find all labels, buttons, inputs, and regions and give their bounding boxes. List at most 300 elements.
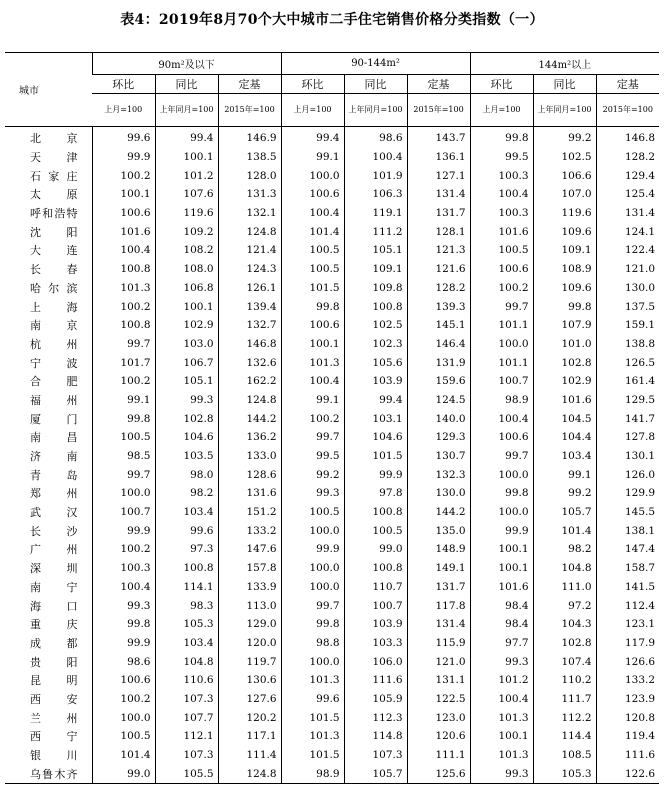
index-value: 112.2 — [533, 708, 596, 727]
index-value: 101.5 — [281, 279, 344, 298]
index-value: 111.4 — [218, 746, 281, 765]
index-value: 129.3 — [407, 428, 470, 447]
table-row — [5, 222, 659, 241]
index-value: 121.0 — [407, 652, 470, 671]
index-value: 103.4 — [533, 447, 596, 466]
index-value: 101.4 — [281, 222, 344, 241]
index-value: 120.8 — [596, 708, 659, 727]
subheader-mom: 环比 — [281, 75, 344, 94]
city-column-header: 城市 — [5, 53, 92, 127]
index-value: 161.4 — [596, 372, 659, 391]
city-name: 哈尔滨 — [30, 281, 78, 295]
index-value: 109.2 — [155, 222, 218, 241]
index-value: 100.8 — [344, 297, 407, 316]
index-value: 105.7 — [344, 764, 407, 783]
index-value: 132.1 — [218, 204, 281, 223]
index-value: 101.3 — [470, 746, 533, 765]
index-value: 136.1 — [407, 148, 470, 167]
index-value: 100.4 — [281, 204, 344, 223]
city-name: 上海 — [30, 300, 78, 314]
index-value: 100.0 — [92, 484, 155, 503]
table-row — [5, 690, 659, 709]
index-value: 99.7 — [281, 428, 344, 447]
index-value: 100.6 — [281, 185, 344, 204]
table-row — [5, 260, 659, 279]
index-value: 137.5 — [596, 297, 659, 316]
index-value: 105.3 — [155, 615, 218, 634]
index-value: 104.4 — [533, 428, 596, 447]
index-value: 119.7 — [218, 652, 281, 671]
index-value: 99.1 — [533, 465, 596, 484]
table-row — [5, 316, 659, 335]
index-value: 100.1 — [155, 297, 218, 316]
index-value: 109.6 — [533, 279, 596, 298]
subheader-fixed: 定基 — [407, 75, 470, 94]
base-label-mom: 上月=100 — [470, 94, 533, 127]
table-title: 表4：2019年8月70个大中城市二手住宅销售价格分类指数（一） — [120, 12, 544, 28]
index-value: 100.7 — [92, 503, 155, 522]
table-row — [5, 241, 659, 260]
index-value: 101.3 — [92, 279, 155, 298]
table-row — [5, 578, 659, 597]
index-value: 100.0 — [470, 335, 533, 354]
index-value: 100.6 — [92, 671, 155, 690]
index-value: 146.9 — [218, 127, 281, 148]
index-value: 100.8 — [344, 503, 407, 522]
city-name: 天津 — [30, 151, 78, 165]
city-name: 长沙 — [30, 524, 78, 538]
index-value: 102.9 — [155, 316, 218, 335]
index-value: 99.1 — [92, 391, 155, 410]
city-name: 北京 — [30, 132, 78, 146]
index-value: 99.9 — [92, 148, 155, 167]
subheader-mom: 环比 — [470, 75, 533, 94]
index-value: 100.6 — [92, 204, 155, 223]
index-value: 114.4 — [533, 727, 596, 746]
table-row — [5, 727, 659, 746]
table-row — [5, 353, 659, 372]
index-value: 119.6 — [155, 204, 218, 223]
index-value: 103.5 — [155, 447, 218, 466]
index-value: 147.4 — [596, 540, 659, 559]
index-value: 131.7 — [407, 204, 470, 223]
index-value: 120.0 — [218, 634, 281, 653]
city-name: 呼和浩特 — [30, 207, 78, 221]
subheader-yoy: 同比 — [344, 75, 407, 94]
index-value: 98.2 — [155, 484, 218, 503]
index-value: 100.0 — [470, 465, 533, 484]
city-name: 贵阳 — [30, 655, 78, 669]
index-value: 98.6 — [92, 652, 155, 671]
index-value: 102.8 — [533, 634, 596, 653]
index-value: 99.1 — [281, 148, 344, 167]
index-value: 99.3 — [281, 484, 344, 503]
index-value: 100.6 — [470, 260, 533, 279]
city-name: 杭州 — [30, 337, 78, 351]
index-value: 149.1 — [407, 559, 470, 578]
city-name: 西安 — [30, 692, 78, 706]
table-row — [5, 671, 659, 690]
index-value: 100.2 — [281, 409, 344, 428]
table-row — [5, 148, 659, 167]
index-value: 100.2 — [92, 690, 155, 709]
index-value: 101.1 — [470, 353, 533, 372]
index-value: 131.4 — [407, 615, 470, 634]
index-value: 101.5 — [344, 447, 407, 466]
index-value: 102.9 — [533, 372, 596, 391]
city-name: 宁波 — [30, 356, 78, 370]
index-value: 100.8 — [92, 316, 155, 335]
index-value: 122.6 — [596, 764, 659, 783]
index-value: 123.1 — [596, 615, 659, 634]
index-value: 98.5 — [92, 447, 155, 466]
index-value: 112.1 — [155, 727, 218, 746]
index-value: 148.9 — [407, 540, 470, 559]
index-value: 139.4 — [218, 297, 281, 316]
index-value: 101.7 — [92, 353, 155, 372]
table-row — [5, 428, 659, 447]
index-value: 99.3 — [155, 391, 218, 410]
index-value: 114.8 — [344, 727, 407, 746]
index-value: 133.0 — [218, 447, 281, 466]
index-value: 100.4 — [470, 409, 533, 428]
index-value: 100.5 — [281, 241, 344, 260]
index-value: 111.6 — [596, 746, 659, 765]
index-value: 147.6 — [218, 540, 281, 559]
table-row — [5, 391, 659, 410]
index-value: 101.6 — [470, 222, 533, 241]
index-value: 131.1 — [407, 671, 470, 690]
index-value: 101.4 — [533, 521, 596, 540]
index-value: 124.8 — [218, 222, 281, 241]
index-value: 126.5 — [596, 353, 659, 372]
index-value: 120.6 — [407, 727, 470, 746]
index-value: 124.8 — [218, 391, 281, 410]
table-row — [5, 279, 659, 298]
index-value: 130.0 — [596, 279, 659, 298]
index-value: 113.0 — [218, 596, 281, 615]
city-name: 乌鲁木齐 — [30, 767, 78, 781]
table-row — [5, 634, 659, 653]
index-value: 107.4 — [533, 652, 596, 671]
index-value: 122.5 — [407, 690, 470, 709]
index-value: 101.6 — [92, 222, 155, 241]
index-value: 103.4 — [155, 634, 218, 653]
city-name: 沈阳 — [30, 225, 78, 239]
index-value: 158.7 — [596, 559, 659, 578]
index-value: 101.6 — [533, 391, 596, 410]
index-value: 129.5 — [596, 391, 659, 410]
index-value: 100.7 — [470, 372, 533, 391]
index-value: 104.8 — [155, 652, 218, 671]
index-value: 98.6 — [344, 127, 407, 148]
index-value: 143.7 — [407, 127, 470, 148]
index-value: 100.0 — [281, 559, 344, 578]
index-value: 100.4 — [344, 148, 407, 167]
base-label-mom: 上月=100 — [281, 94, 344, 127]
index-value: 101.9 — [344, 166, 407, 185]
index-value: 99.9 — [92, 634, 155, 653]
index-value: 102.8 — [533, 353, 596, 372]
index-value: 100.8 — [92, 260, 155, 279]
index-value: 130.0 — [407, 484, 470, 503]
table-row — [5, 166, 659, 185]
index-value: 109.8 — [344, 279, 407, 298]
index-value: 99.8 — [281, 615, 344, 634]
table-row — [5, 708, 659, 727]
base-label-yoy: 上年同月=100 — [533, 94, 596, 127]
index-value: 100.5 — [92, 428, 155, 447]
index-value: 101.2 — [470, 671, 533, 690]
index-value: 107.7 — [155, 708, 218, 727]
index-value: 104.5 — [533, 409, 596, 428]
index-value: 102.8 — [155, 409, 218, 428]
index-value: 145.1 — [407, 316, 470, 335]
index-value: 112.4 — [596, 596, 659, 615]
index-value: 105.1 — [344, 241, 407, 260]
index-value: 100.6 — [470, 428, 533, 447]
table-row — [5, 409, 659, 428]
index-value: 132.3 — [407, 465, 470, 484]
index-value: 100.2 — [92, 540, 155, 559]
index-value: 100.5 — [92, 727, 155, 746]
index-value: 105.6 — [344, 353, 407, 372]
index-value: 111.1 — [407, 746, 470, 765]
index-value: 100.2 — [470, 279, 533, 298]
table-row — [5, 540, 659, 559]
table-row — [5, 335, 659, 354]
index-value: 100.2 — [92, 297, 155, 316]
table-row — [5, 447, 659, 466]
index-value: 119.1 — [344, 204, 407, 223]
index-value: 128.0 — [218, 166, 281, 185]
index-value: 129.4 — [596, 166, 659, 185]
index-value: 106.0 — [344, 652, 407, 671]
city-name: 南宁 — [30, 580, 78, 594]
index-value: 132.7 — [218, 316, 281, 335]
index-value: 100.3 — [470, 166, 533, 185]
city-name: 深圳 — [30, 562, 78, 576]
index-value: 133.9 — [218, 578, 281, 597]
index-value: 99.2 — [533, 127, 596, 148]
index-value: 102.5 — [344, 316, 407, 335]
city-name: 厦门 — [30, 412, 78, 426]
index-value: 98.3 — [155, 596, 218, 615]
index-value: 115.9 — [407, 634, 470, 653]
subheader-fixed: 定基 — [218, 75, 281, 94]
index-value: 138.8 — [596, 335, 659, 354]
index-value: 99.1 — [281, 391, 344, 410]
index-value: 98.2 — [533, 540, 596, 559]
index-value: 98.9 — [470, 391, 533, 410]
index-value: 133.2 — [218, 521, 281, 540]
index-value: 97.3 — [155, 540, 218, 559]
city-name: 西宁 — [30, 730, 78, 744]
index-value: 110.6 — [155, 671, 218, 690]
city-name: 昆明 — [30, 674, 78, 688]
city-name: 福州 — [30, 393, 78, 407]
subheader-fixed: 定基 — [596, 75, 659, 94]
index-value: 146.8 — [596, 127, 659, 148]
index-value: 100.5 — [470, 241, 533, 260]
table-row — [5, 503, 659, 522]
index-value: 121.3 — [407, 241, 470, 260]
base-label-mom: 上月=100 — [92, 94, 155, 127]
index-value: 100.4 — [470, 185, 533, 204]
index-value: 102.5 — [533, 148, 596, 167]
index-value: 107.0 — [533, 185, 596, 204]
index-value: 123.0 — [407, 708, 470, 727]
index-value: 110.7 — [344, 578, 407, 597]
index-value: 130.1 — [596, 447, 659, 466]
table-row — [5, 596, 659, 615]
index-value: 124.3 — [218, 260, 281, 279]
index-value: 103.9 — [344, 372, 407, 391]
table-row — [5, 465, 659, 484]
table-row — [5, 484, 659, 503]
index-value: 138.5 — [218, 148, 281, 167]
index-value: 127.6 — [218, 690, 281, 709]
index-value: 106.8 — [155, 279, 218, 298]
index-value: 101.6 — [470, 578, 533, 597]
table-row — [5, 764, 659, 783]
index-value: 100.1 — [92, 185, 155, 204]
index-value: 101.3 — [470, 708, 533, 727]
index-value: 129.0 — [218, 615, 281, 634]
index-value: 101.1 — [470, 316, 533, 335]
city-name: 长春 — [30, 263, 78, 277]
index-value: 131.6 — [218, 484, 281, 503]
index-value: 101.3 — [281, 353, 344, 372]
index-value: 99.3 — [92, 596, 155, 615]
city-name: 银川 — [30, 749, 78, 763]
index-value: 99.4 — [344, 391, 407, 410]
index-value: 114.1 — [155, 578, 218, 597]
city-name: 合肥 — [30, 375, 78, 389]
index-value: 103.9 — [344, 615, 407, 634]
index-value: 99.7 — [470, 297, 533, 316]
index-value: 128.1 — [407, 222, 470, 241]
index-value: 117.9 — [596, 634, 659, 653]
index-value: 122.4 — [596, 241, 659, 260]
index-value: 126.0 — [596, 465, 659, 484]
index-value: 99.2 — [533, 484, 596, 503]
index-value: 100.5 — [281, 503, 344, 522]
table-row — [5, 127, 659, 148]
index-value: 126.1 — [218, 279, 281, 298]
index-value: 99.3 — [470, 764, 533, 783]
city-name: 石家庄 — [30, 169, 78, 183]
index-value: 107.9 — [533, 316, 596, 335]
index-value: 126.6 — [596, 652, 659, 671]
group-header-small: 90m²及以下 — [92, 53, 281, 75]
index-value: 141.7 — [596, 409, 659, 428]
base-label-fixed: 2015年=100 — [596, 94, 659, 127]
index-value: 98.0 — [155, 465, 218, 484]
index-value: 139.3 — [407, 297, 470, 316]
index-value: 100.0 — [281, 166, 344, 185]
index-value: 103.1 — [344, 409, 407, 428]
city-name: 海口 — [30, 599, 78, 613]
city-name: 郑州 — [30, 487, 78, 501]
index-value: 100.3 — [470, 204, 533, 223]
index-value: 103.0 — [155, 335, 218, 354]
index-value: 100.1 — [470, 540, 533, 559]
index-value: 99.8 — [92, 615, 155, 634]
index-value: 162.2 — [218, 372, 281, 391]
index-value: 100.5 — [344, 521, 407, 540]
index-value: 98.9 — [281, 764, 344, 783]
index-value: 99.8 — [533, 297, 596, 316]
table-row — [5, 559, 659, 578]
index-value: 105.7 — [533, 503, 596, 522]
price-index-table — [5, 52, 659, 784]
base-label-fixed: 2015年=100 — [218, 94, 281, 127]
index-value: 98.4 — [470, 596, 533, 615]
index-value: 128.2 — [407, 279, 470, 298]
index-value: 157.8 — [218, 559, 281, 578]
index-value: 100.8 — [155, 559, 218, 578]
index-value: 128.6 — [218, 465, 281, 484]
index-value: 99.6 — [281, 690, 344, 709]
index-value: 109.1 — [344, 260, 407, 279]
index-value: 112.3 — [344, 708, 407, 727]
index-value: 125.6 — [407, 764, 470, 783]
index-value: 99.4 — [155, 127, 218, 148]
table-row — [5, 297, 659, 316]
index-value: 124.8 — [218, 764, 281, 783]
index-value: 119.4 — [596, 727, 659, 746]
index-value: 124.5 — [407, 391, 470, 410]
subheader-yoy: 同比 — [155, 75, 218, 94]
index-value: 100.0 — [281, 578, 344, 597]
index-value: 101.3 — [281, 671, 344, 690]
index-value: 100.3 — [92, 559, 155, 578]
index-value: 99.8 — [92, 409, 155, 428]
city-name: 重庆 — [30, 618, 78, 632]
index-value: 99.7 — [92, 335, 155, 354]
index-value: 120.2 — [218, 708, 281, 727]
index-value: 97.7 — [470, 634, 533, 653]
index-value: 130.6 — [218, 671, 281, 690]
index-value: 99.4 — [281, 127, 344, 148]
index-value: 99.9 — [344, 465, 407, 484]
index-value: 100.0 — [281, 521, 344, 540]
city-name: 南昌 — [30, 431, 78, 445]
index-value: 110.2 — [533, 671, 596, 690]
index-value: 99.6 — [92, 127, 155, 148]
index-value: 109.1 — [533, 241, 596, 260]
city-name: 大连 — [30, 244, 78, 258]
index-value: 101.5 — [281, 746, 344, 765]
index-value: 107.3 — [155, 690, 218, 709]
base-label-fixed: 2015年=100 — [407, 94, 470, 127]
index-value: 145.5 — [596, 503, 659, 522]
index-value: 117.8 — [407, 596, 470, 615]
index-value: 146.4 — [407, 335, 470, 354]
index-value: 99.9 — [281, 540, 344, 559]
index-value: 108.2 — [155, 241, 218, 260]
index-value: 98.4 — [470, 615, 533, 634]
index-value: 159.6 — [407, 372, 470, 391]
index-value: 99.7 — [281, 596, 344, 615]
index-value: 99.7 — [92, 465, 155, 484]
index-value: 159.1 — [596, 316, 659, 335]
index-value: 133.2 — [596, 671, 659, 690]
index-value: 111.0 — [533, 578, 596, 597]
index-value: 99.7 — [470, 447, 533, 466]
index-value: 99.8 — [470, 127, 533, 148]
